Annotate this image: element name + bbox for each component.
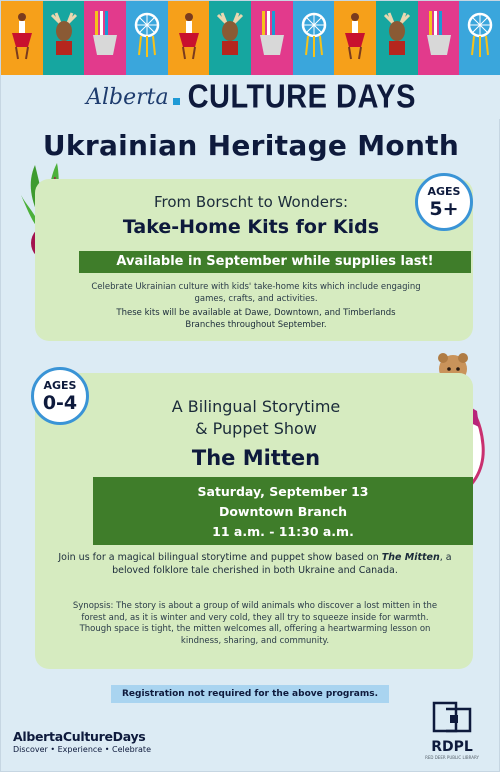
banner-tile <box>376 1 418 75</box>
dreamcatcher-icon <box>466 11 494 61</box>
dancer-icon <box>341 11 369 61</box>
ages-badge-0-4 <box>31 367 89 425</box>
badge-label: AGES <box>43 378 77 392</box>
banner-tile <box>43 1 85 75</box>
storytime-heading: The Mitten <box>191 446 321 470</box>
banner-tile <box>334 1 376 75</box>
storytime-details-band <box>93 477 473 545</box>
dancer-icon <box>8 11 36 61</box>
banner-tile <box>126 1 168 75</box>
alberta-culture-days-header <box>1 75 500 119</box>
storytime-description <box>51 551 459 577</box>
page-title: Ukrainian Heritage Month <box>42 129 460 162</box>
culture-days-wordmark: CULTURE DAYS <box>187 78 416 115</box>
banner-tile <box>1 1 43 75</box>
library-building-icon <box>430 701 474 733</box>
culture-banner <box>1 1 500 75</box>
rdpl-logo <box>421 701 483 761</box>
dreamcatcher-icon <box>300 11 328 61</box>
event-branch: Downtown Branch <box>218 504 348 519</box>
paintbrushes-icon <box>258 11 286 61</box>
desc-text-after: , a beloved folklore tale cherished in both Ukraine and Canada. <box>112 552 452 576</box>
storytime-synopsis: Synopsis: The story is about a group of wild animals who discover a lost mitten in the forest and, as it is winter and very cold, they all try to squeeze inside for warmth. Though space is tight, the mitten welcomes all, offering a heartwarming lesson on kindness, sharing, and community. <box>72 601 438 646</box>
badge-value: 5+ <box>429 197 459 220</box>
dreamcatcher-icon <box>133 11 161 61</box>
kits-availability-band: Available in September while supplies last! <box>79 251 471 273</box>
kits-subtitle: From Borscht to Wonders: <box>153 193 349 211</box>
banner-tile <box>459 1 500 75</box>
dancer-icon <box>175 11 203 61</box>
event-date: Saturday, September 13 <box>197 484 369 499</box>
storytime-subtitle-line2: & Puppet Show <box>195 419 317 438</box>
desc-book-title: The Mitten <box>381 552 440 563</box>
kits-description: Celebrate Ukrainian culture with kids' take-home kits which include engaging games, crafts, and activities. <box>91 282 421 304</box>
moose-icon <box>50 11 78 61</box>
ages-badge-5plus <box>415 173 473 231</box>
banner-tile <box>251 1 293 75</box>
logo-tagline: Discover • Experience • Celebrate <box>13 745 151 754</box>
paintbrushes-icon <box>425 11 453 61</box>
moose-icon <box>383 11 411 61</box>
alberta-wordmark: Alberta <box>86 84 169 110</box>
alberta-logo-square <box>173 98 180 105</box>
badge-label: AGES <box>427 184 461 198</box>
alberta-culture-days-logo <box>13 729 151 754</box>
rdpl-full-name: RED DEER PUBLIC LIBRARY <box>425 755 479 760</box>
kits-heading: Take-Home Kits for Kids <box>122 216 380 238</box>
badge-value: 0-4 <box>42 391 78 414</box>
paintbrushes-icon <box>91 11 119 61</box>
logo-text: AlbertaCultureDays <box>13 729 146 744</box>
kits-locations: These kits will be available at Dawe, Downtown, and Timberlands Branches throughout September. <box>116 308 396 330</box>
registration-note: Registration not required for the above programs. <box>111 685 389 703</box>
banner-tile <box>418 1 460 75</box>
moose-icon <box>216 11 244 61</box>
storytime-subtitle-line1: A Bilingual Storytime <box>171 397 341 416</box>
banner-tile <box>168 1 210 75</box>
banner-tile <box>84 1 126 75</box>
desc-text-before: Join us for a magical bilingual storytime and puppet show based on <box>58 552 382 563</box>
rdpl-abbreviation: RDPL <box>431 739 473 755</box>
banner-tile <box>209 1 251 75</box>
banner-tile <box>293 1 335 75</box>
event-time: 11 a.m. - 11:30 a.m. <box>212 524 354 539</box>
